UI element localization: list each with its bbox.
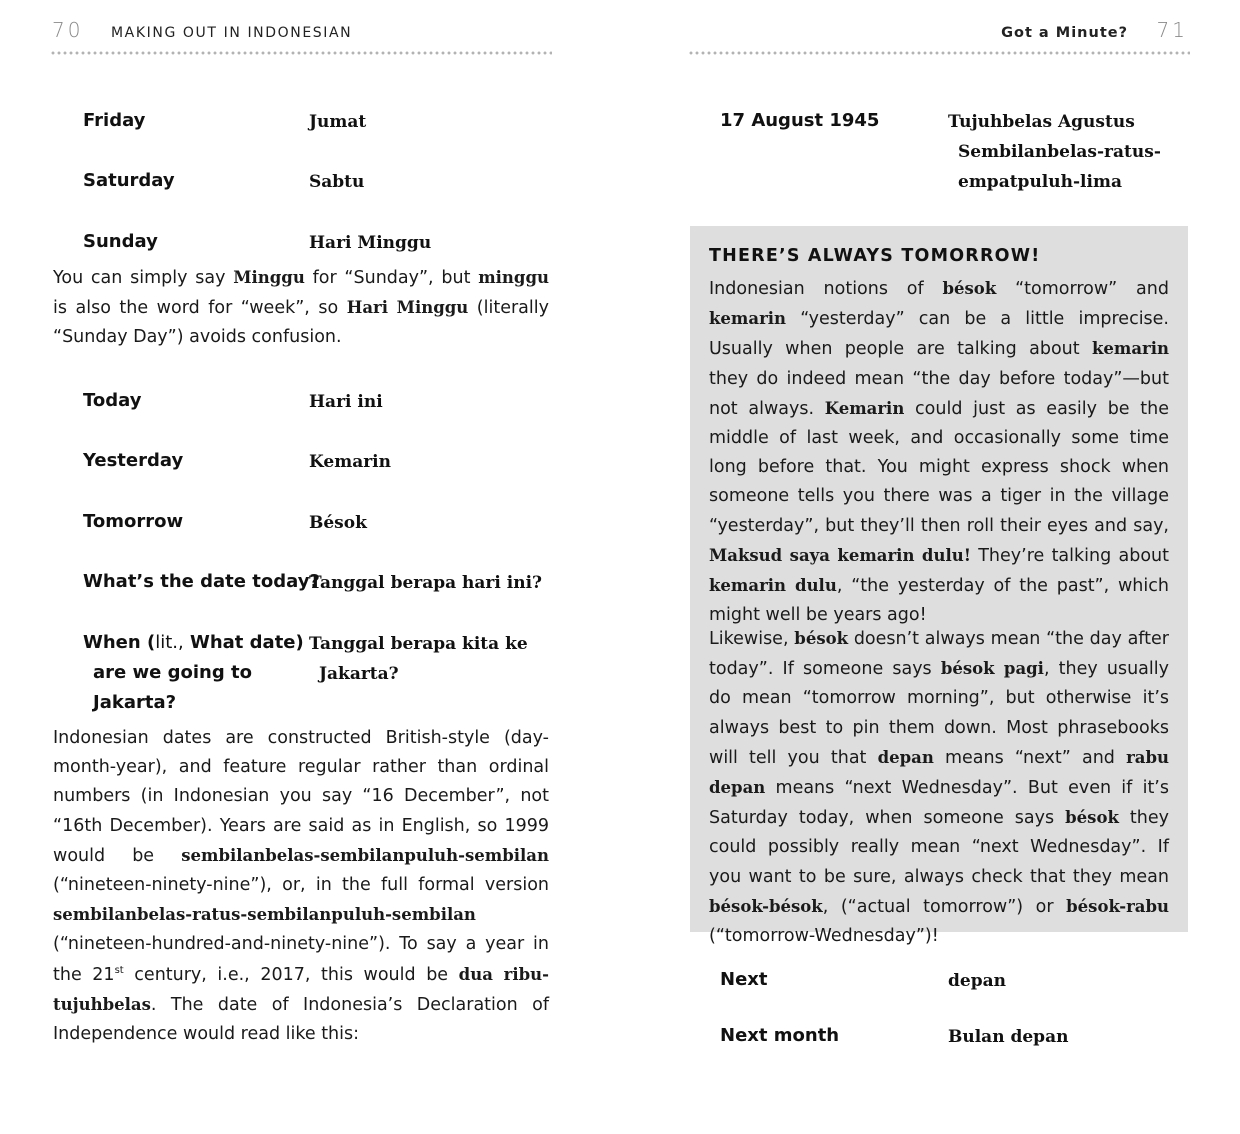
running-title-right: Got a Minute? [1001, 25, 1128, 41]
paragraph-dates-explanation: Indonesian dates are constructed British-style (day-month-year), and feature regular rather than ordinal numbers (in Indonesian you say “16 December”, not “16th December). Years are said as in English, so 1999 would be sembilanbelas-sembilanpuluh-sembilan (“nineteen-ninety-nine”), or, in the full formal version sembilanbelas-ratus-sembilanpuluh-sembilan (“nineteen-hundred-and-ninety-nine”). To say a year in the 21st century, i.e., 2017, this would be dua ribu-tujuhbelas. The date of Indonesia’s Declaration of Independence would read like this: [53, 728, 549, 1045]
entry-en-next-month: Next month [720, 1025, 840, 1046]
entry-id-friday: Jumat [309, 112, 367, 132]
box-paragraph-2: Likewise, bésok doesn’t always mean “the day after today”. If someone says bésok pagi, they usually do mean “tomorrow morning”, but otherwise it’s always best to pin them down. Most phrasebooks will tell you that depan means “next” and rabu depan means “next Wednesday”. But even if it’s Saturday today, when someone says bésok they could possibly really mean “next Wednesday”. If you want to be sure, always check that they mean bésok-bésok, (“actual tomorrow”) or bésok-rabu (“tomorrow-Wednesday”)! [709, 629, 1169, 947]
entry-id-next: depan [948, 971, 1006, 991]
entry-en-date-today: What’s the date today? [83, 571, 320, 592]
entry-id-when-jakarta: Tanggal berapa kita ke Jakarta? [309, 634, 528, 684]
entry-id-saturday: Sabtu [309, 172, 365, 192]
header-divider-right [688, 51, 1190, 55]
box-paragraph-1: Indonesian notions of bésok “tomorrow” and kemarin “yesterday” can be a little imprecise. Usually when people are talking about kemarin they do indeed mean “the day before today”—but not always. Kemarin could just as easily be the middle of last week, and occasionally some time long before that. You might express shock when someone tells you there was a tiger in the village “yesterday”, but they’ll then roll their eyes and say, Maksud saya kemarin dulu! They’re talking about kemarin dulu, “the yesterday of the past”, which might well be years ago! [709, 279, 1169, 626]
entry-en-today: Today [83, 390, 142, 411]
entry-id-next-month: Bulan depan [948, 1027, 1069, 1047]
entry-id-independence-date: Tujuhbelas Agustus Sembilanbelas-ratus- empatpuluh-lima [948, 112, 1161, 192]
entry-en-saturday: Saturday [83, 170, 175, 191]
entry-en-sunday: Sunday [83, 231, 158, 252]
right-page [620, 0, 1240, 1134]
sidebar-box-tomorrow [690, 226, 1188, 947]
entry-id-tomorrow: Bésok [309, 513, 367, 533]
header-divider-left [50, 51, 552, 55]
page-number-right: 71 [1156, 18, 1188, 42]
page-number-left: 70 [52, 18, 84, 42]
entry-id-yesterday: Kemarin [309, 452, 391, 472]
entry-en-tomorrow: Tomorrow [83, 511, 184, 532]
box-title: THERE’S ALWAYS TOMORROW! [709, 246, 1041, 266]
entry-en-when-jakarta: When (lit., What date) are we going to Jakarta? [83, 632, 304, 713]
entry-id-today: Hari ini [309, 392, 383, 412]
entry-en-next: Next [720, 969, 768, 990]
entry-en-yesterday: Yesterday [83, 450, 184, 471]
paragraph-sunday-note: You can simply say Minggu for “Sunday”, but minggu is also the word for “week”, so Hari Minggu (literally “Sunday Day”) avoids confusion. [53, 268, 549, 348]
entry-en-friday: Friday [83, 110, 146, 131]
running-title-left: MAKING OUT IN INDONESIAN [111, 25, 353, 41]
entry-id-date-today: Tanggal berapa hari ini? [309, 573, 543, 593]
entry-en-independence-date: 17 August 1945 [720, 110, 880, 131]
entry-id-sunday: Hari Minggu [309, 233, 432, 253]
